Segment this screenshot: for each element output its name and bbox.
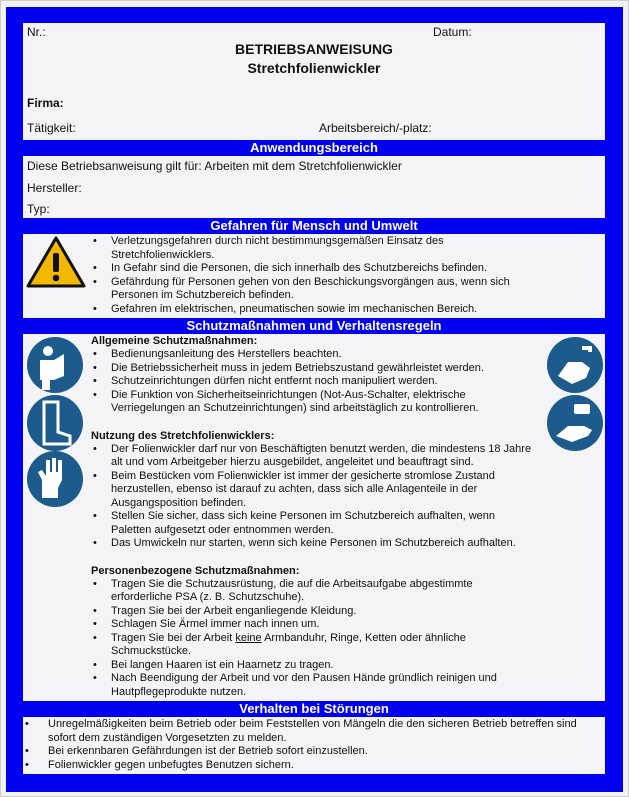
- list-item: • Verletzungsgefahren durch nicht bestimmungsgemäßen Einsatz des Stretchfolienwicklers.: [91, 235, 481, 262]
- arbeitsbereich-label: Arbeitsbereich/-platz:: [319, 121, 432, 135]
- list-item: • Gefahren im elektrischen, pneumatischen sowie im mechanischen Bereich.: [91, 303, 521, 317]
- list-item: • Tragen Sie die Schutzausrüstung, die auf die Arbeitsaufgabe abgestimmte erforderliche PSA (z. B. Schutzschuhe).: [91, 578, 521, 605]
- skin-care-icon: [546, 394, 604, 452]
- list-item: • Stellen Sie sicher, dass sich keine Personen im Schutzbereich aufhalten, wenn Paletten aufgesetzt oder entnommen werden.: [91, 510, 531, 537]
- list-item: • Beim Bestücken vom Folienwickler ist immer der gesicherte stromlose Zustand herzustellen, ebenso ist darauf zu achten, dass sich alle Anlagenteile in der Ausgangsposition befinden.: [91, 470, 531, 511]
- wash-hands-icon: [546, 336, 604, 394]
- stoerungen-panel: [23, 717, 605, 774]
- scope-text: Diese Betriebsanweisung gilt für: Arbeiten mit dem Stretchfolienwickler: [27, 159, 402, 173]
- list-item: • Folienwickler gegen unbefugtes Benutzen sichern.: [23, 759, 601, 773]
- list-item: • Nach Beendigung der Arbeit und vor den Pausen Hände gründlich reinigen und Hautpflegeprodukte nutzen.: [91, 672, 531, 699]
- list-item: • Unregelmäßigkeiten beim Betrieb oder beim Feststellen von Mängeln die den sicheren Betrieb betreffen sind sofort dem zuständigen Vorgesetzten zu melden.: [23, 718, 601, 745]
- person-heading: Personenbezogene Schutzmaßnahmen:: [91, 564, 300, 577]
- safety-gloves-icon: [26, 450, 84, 508]
- list-item: • Bei langen Haaren ist ein Haarnetz zu tragen.: [91, 659, 539, 673]
- section-header-schutzmassnahmen: Schutzmaßnahmen und Verhaltensregeln: [186, 318, 442, 333]
- list-item: • Schutzeinrichtungen dürfen nicht entfernt noch manipuliert werden.: [91, 375, 539, 389]
- read-manual-icon: [26, 336, 84, 394]
- list-item: • In Gefahr sind die Personen, die sich innerhalb des Schutzbereichs befinden.: [91, 262, 521, 276]
- list-item: • Die Funktion von Sicherheitseinrichtungen (Not-Aus-Schalter, elektrische Verriegelungen an Schutzeinrichtungen) sind arbeitstäglich zu kontrollieren.: [91, 389, 521, 416]
- list-item: • Die Betriebssicherheit muss in jedem Betriebszustand gewährleistet werden.: [91, 362, 539, 376]
- allgemein-heading: Allgemeine Schutzmaßnahmen:: [91, 335, 258, 347]
- text: Tragen Sie bei der Arbeit: [111, 631, 236, 644]
- list-item: • Bedienungsanleitung des Herstellers beachten.: [91, 348, 539, 362]
- text: Armbanduhr, Ringe, Ketten oder ähnliche Schmuckstücke.: [111, 631, 466, 657]
- firma-label: Firma:: [27, 96, 64, 110]
- list-item: • Das Umwickeln nur starten, wenn sich keine Personen im Schutzbereich aufhalten.: [91, 537, 539, 551]
- section-header-stoerungen: Verhalten bei Störungen: [239, 701, 389, 716]
- nr-label: Nr.:: [27, 25, 46, 39]
- gefahren-panel: [23, 234, 605, 318]
- datum-label: Datum:: [433, 25, 472, 39]
- list-item: [91, 632, 521, 659]
- nutzung-list: [91, 443, 539, 551]
- list-item: • Bei erkennbaren Gefährdungen ist der Betrieb sofort einzustellen.: [23, 745, 601, 759]
- allgemein-list: [91, 348, 539, 416]
- header-panel: [23, 23, 605, 140]
- emphasis-keine: keine: [235, 631, 262, 644]
- stoerungen-list: [23, 718, 601, 772]
- gefahren-list: [91, 235, 521, 316]
- page-subtitle: Stretchfolienwickler: [247, 60, 381, 76]
- section-header-gefahren: Gefahren für Mensch und Umwelt: [210, 218, 418, 233]
- blue-frame: [6, 7, 623, 792]
- taetigkeit-label: Tätigkeit:: [27, 121, 76, 135]
- list-item: • Schlagen Sie Ärmel immer nach innen um.: [91, 618, 539, 632]
- list-item: • Der Folienwickler darf nur von Beschäftigten benutzt werden, die mindestens 18 Jahre alt und vom Arbeitgeber hierzu ausgebildet, angeleitet und beauftragt sind.: [91, 443, 541, 470]
- warning-triangle-icon: [26, 236, 86, 288]
- anwendungsbereich-panel: [23, 156, 605, 218]
- section-header-anwendungsbereich: Anwendungsbereich: [250, 140, 378, 155]
- schutz-panel: [23, 334, 605, 701]
- page-title: BETRIEBSANWEISUNG: [235, 41, 393, 57]
- hersteller-label: Hersteller:: [27, 181, 82, 195]
- list-item: • Tragen Sie bei der Arbeit enganliegende Kleidung.: [91, 605, 539, 619]
- nutzung-heading: Nutzung des Stretchfolienwicklers:: [91, 429, 275, 442]
- safety-boots-icon: [26, 394, 84, 452]
- schutz-content: [91, 334, 539, 699]
- list-item: • Gefährdung für Personen gehen von den Beschickungsvorgängen aus, wenn sich Personen im Schutzbereich befinden.: [91, 276, 521, 303]
- person-list: [91, 578, 539, 700]
- typ-label: Typ:: [27, 202, 50, 216]
